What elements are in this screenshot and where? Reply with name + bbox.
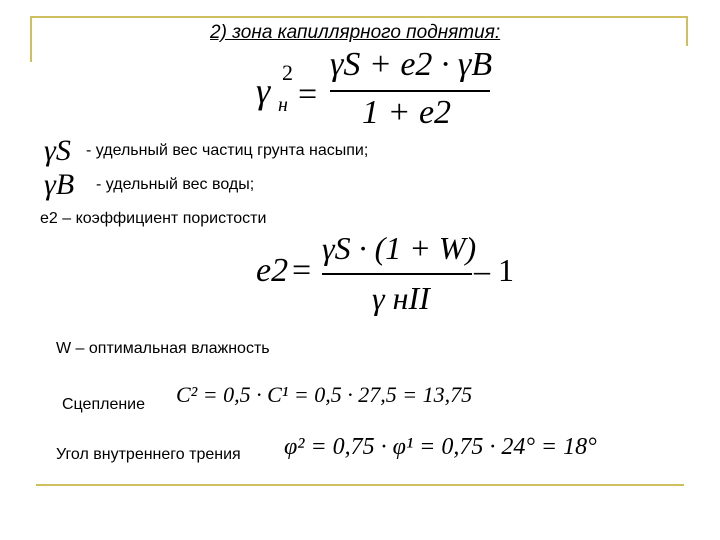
formula2-equals: = — [292, 252, 312, 289]
cohesion-formula: C² = 0,5 · C¹ = 0,5 · 27,5 = 13,75 — [176, 382, 473, 407]
formula2-minus-one: – 1 — [474, 252, 514, 288]
w-definition: W – оптимальная влажность — [56, 340, 270, 357]
formula2-lhs: e2 — [256, 252, 289, 289]
formula1-denominator: 1 + e2 — [362, 94, 452, 131]
formula2-denominator: γ нII — [372, 280, 430, 316]
gamma-b-symbol: γB — [44, 168, 75, 201]
slide-title: 2) зона капиллярного поднятия: — [210, 22, 501, 43]
frame-top-line — [30, 16, 688, 18]
formula1-numerator: γS + e2 · γB — [330, 46, 493, 83]
gamma-s-definition: - удельный вес частиц грунта насыпи; — [86, 142, 369, 159]
e2-definition: е2 – коэффициент пористости — [40, 210, 267, 227]
formula1-fraction-bar — [330, 90, 490, 92]
formula2-fraction-bar — [322, 273, 472, 275]
formula1-lhs — [256, 60, 293, 116]
gamma-b-definition: - удельный вес воды; — [96, 176, 255, 193]
formula1-equals: = — [298, 76, 318, 113]
gamma-s-symbol: γS — [44, 134, 71, 167]
formula2-numerator: γS · (1 + W) — [322, 230, 477, 266]
frame-bottom-line — [36, 484, 684, 486]
frame-right-line — [686, 16, 688, 46]
formula1-gamma: γ — [256, 71, 271, 111]
frame-left-line — [30, 16, 32, 62]
formula1-sup: 2 — [282, 60, 293, 85]
friction-label: Угол внутреннего трения — [56, 446, 241, 463]
cohesion-label: Сцепление — [62, 396, 146, 413]
friction-formula: φ² = 0,75 · φ¹ = 0,75 · 24° = 18° — [284, 434, 597, 460]
formula1-sub: н — [278, 94, 288, 116]
